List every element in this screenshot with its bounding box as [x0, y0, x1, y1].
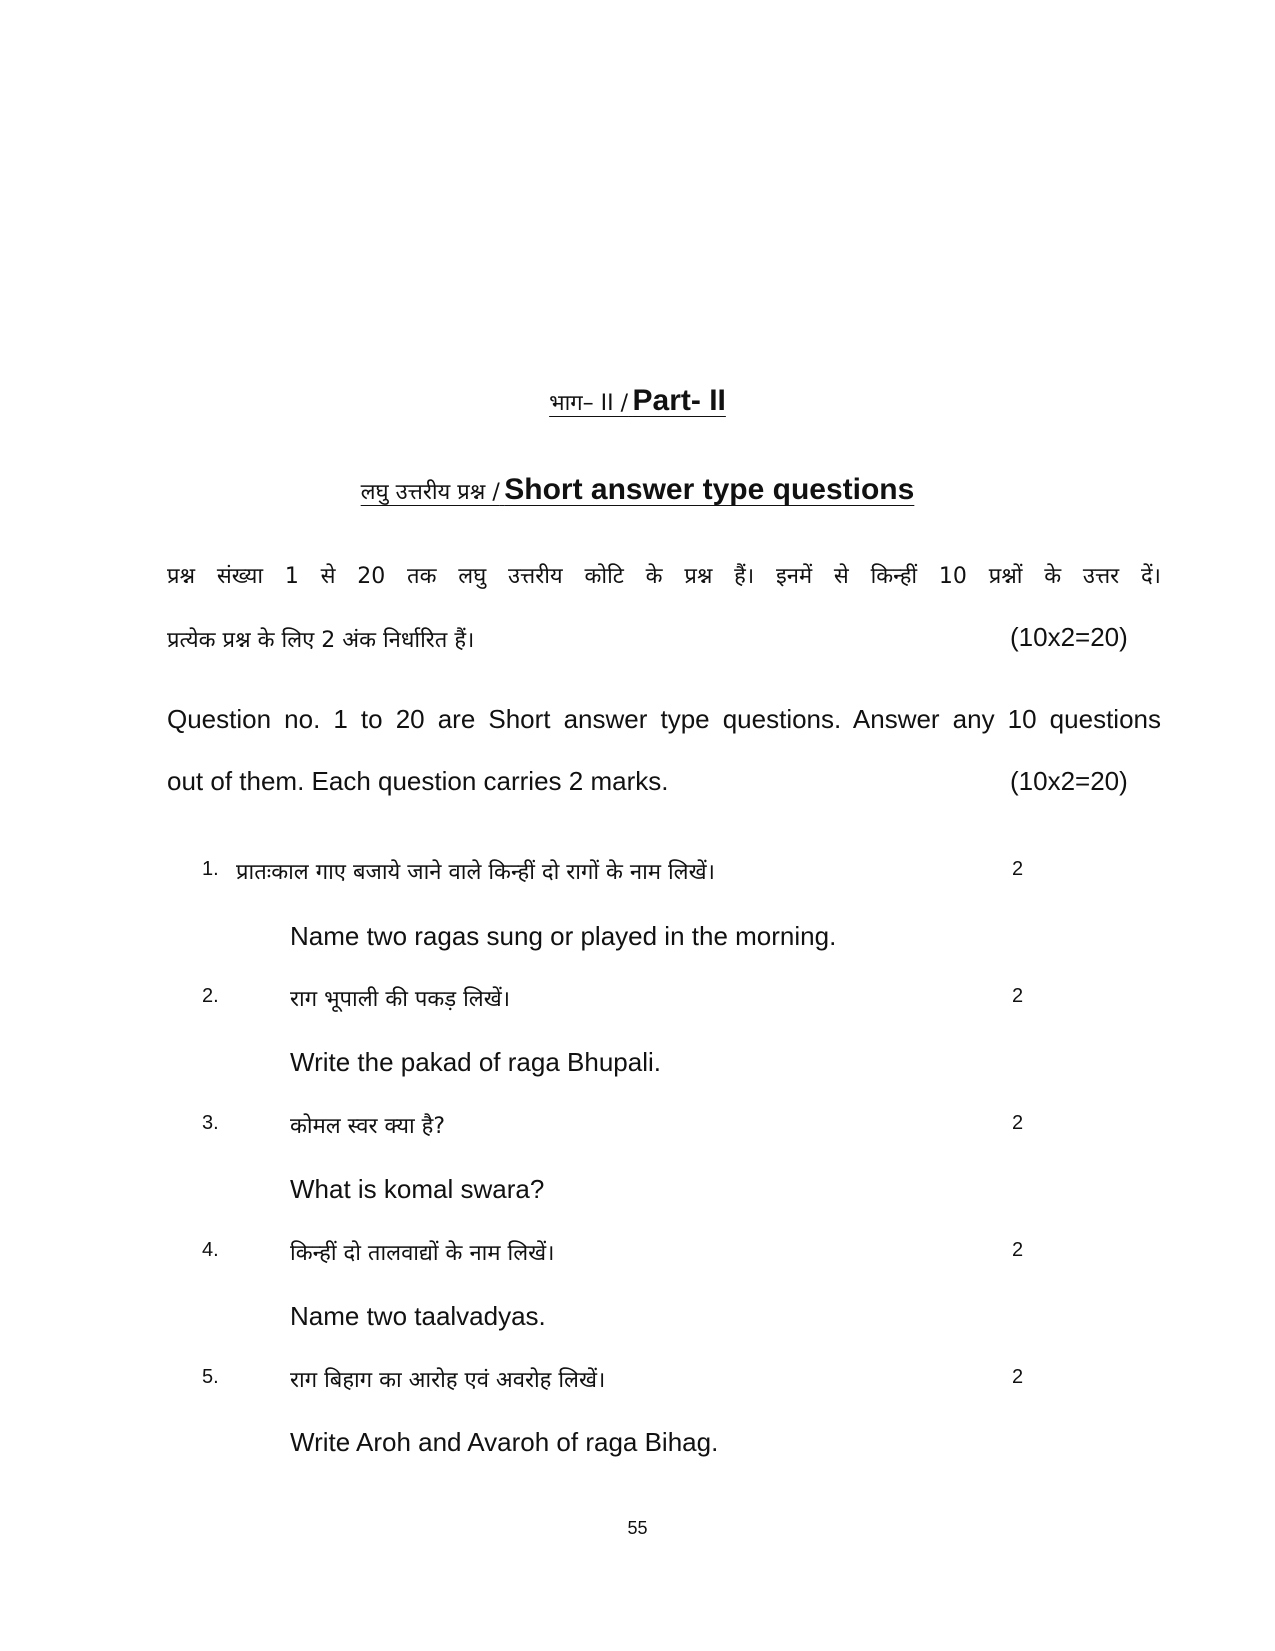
instruction-english-marks: (10x2=20)	[1010, 766, 1128, 796]
question-text-hindi: प्रातःकाल गाए बजाये जाने वाले किन्हीं दो रागों के नाम लिखें।	[236, 860, 715, 885]
instruction-hindi-line-1: प्रश्न संख्या 1 से 20 तक लघु उत्तरीय कोटि के प्रश्न हैं। इनमें से किन्हीं 10 प्रश्नों के उत्तर दें।	[167, 564, 1161, 589]
question-text-hindi: किन्हीं दो तालवाद्यों के नाम लिखें।	[290, 1241, 555, 1266]
question-marks: 2	[1012, 1239, 1024, 1261]
question-number: 2.	[202, 985, 219, 1007]
part-heading-english: Part- II	[632, 384, 726, 417]
question-marks: 2	[1012, 985, 1024, 1007]
question-text-hindi: कोमल स्वर क्या है?	[290, 1114, 446, 1139]
instruction-hindi-marks: (10x2=20)	[1010, 622, 1128, 652]
question-text-hindi: राग बिहाग का आरोह एवं अवरोह लिखें।	[290, 1368, 606, 1393]
question-text-english: Name two ragas sung or played in the morning.	[290, 921, 837, 951]
question-text-english: Name two taalvadyas.	[290, 1301, 546, 1331]
question-text-english: What is komal swara?	[290, 1174, 545, 1204]
question-number: 4.	[202, 1239, 219, 1261]
question-number: 3.	[202, 1112, 219, 1134]
question-marks: 2	[1012, 858, 1024, 880]
question-marks: 2	[1012, 1366, 1024, 1388]
question-number: 5.	[202, 1366, 219, 1388]
question-marks: 2	[1012, 1112, 1024, 1134]
question-text-hindi: राग भूपाली की पकड़ लिखें।	[290, 987, 511, 1012]
part-heading-hindi: भाग– II /	[549, 391, 629, 416]
question-number: 1.	[202, 858, 219, 880]
instruction-english-line-2: out of them. Each question carries 2 marks.	[167, 766, 669, 796]
instruction-hindi-line-2: प्रत्येक प्रश्न के लिए 2 अंक निर्धारित हैं।	[167, 628, 475, 653]
question-text-english: Write the pakad of raga Bhupali.	[290, 1047, 661, 1077]
section-heading-hindi: लघु उत्तरीय प्रश्न /	[360, 480, 500, 505]
part-heading	[0, 384, 1275, 418]
instruction-english-line-1: Question no. 1 to 20 are Short answer type questions. Answer any 10 questions	[167, 704, 1161, 734]
question-text-english: Write Aroh and Avaroh of raga Bihag.	[290, 1427, 719, 1457]
section-heading-english: Short answer type questions	[504, 473, 915, 506]
page-number: 55	[627, 1518, 648, 1538]
section-heading	[0, 473, 1275, 507]
